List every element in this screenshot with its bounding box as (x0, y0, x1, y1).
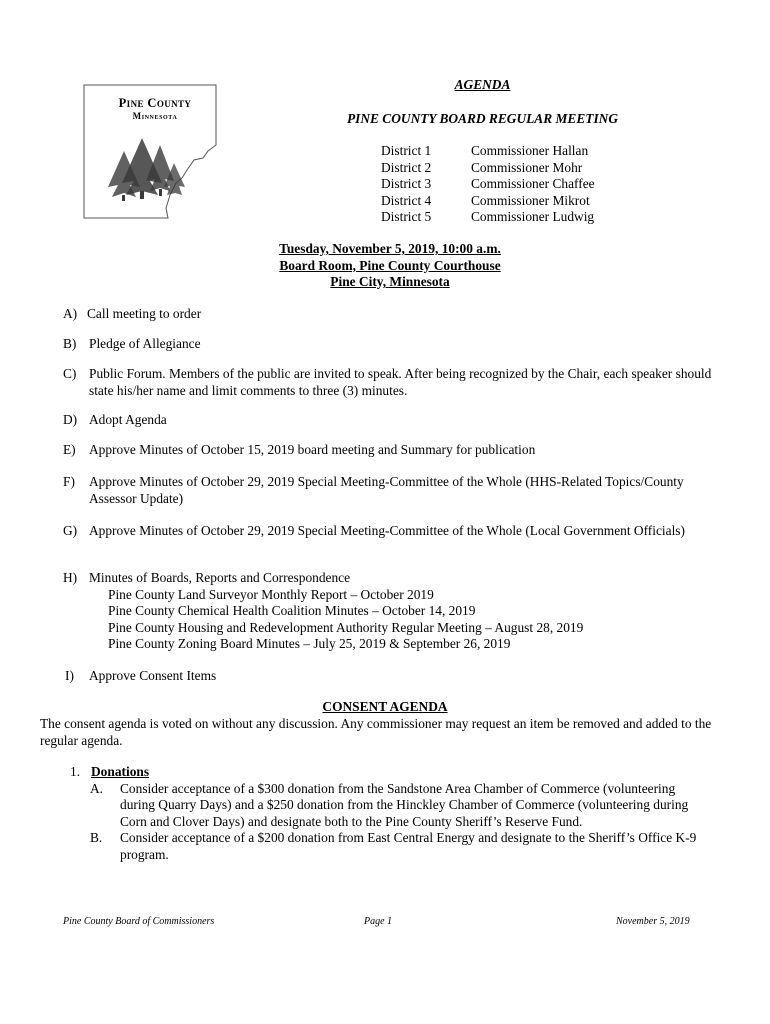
item-text: Pledge of Allegiance (89, 336, 201, 351)
agenda-item (63, 570, 723, 653)
consent-agenda-title: CONSENT AGENDA (322, 699, 448, 714)
item-letter: A) (63, 306, 78, 321)
meeting-datetime: Tuesday, November 5, 2019, 10:00 a.m. (279, 241, 501, 256)
item-letter: B) (63, 336, 77, 351)
district-row (381, 209, 595, 226)
agenda-item (63, 442, 723, 459)
item-letter: H) (63, 570, 78, 585)
item-letter: G) (63, 523, 78, 538)
item-text: Adopt Agenda (89, 412, 167, 427)
district-name: District 1 (381, 143, 432, 158)
agenda-item (63, 412, 723, 429)
item-text: Public Forum. Members of the public are invited to speak. After being recognized by the Chair, each speaker should state his/her name and limit comments to three (3) minutes. (89, 366, 712, 398)
district-row (381, 176, 595, 193)
donation-text: Consider acceptance of a $200 donation from East Central Energy and designate to the Sheriff’s Office K-9 program. (120, 830, 697, 862)
item-text: Minutes of Boards, Reports and Correspondence (89, 570, 351, 585)
agenda-item (63, 474, 723, 507)
district-name: District 3 (381, 176, 432, 191)
agenda-item (63, 668, 723, 685)
footer-date: November 5, 2019 (616, 916, 690, 927)
agenda-item (63, 306, 723, 323)
district-name: District 4 (381, 192, 432, 208)
agenda-title: AGENDA (454, 77, 511, 92)
item-letter: E) (63, 442, 76, 457)
commissioner-name: Commissioner Ludwig (471, 209, 595, 224)
pine-trees-icon (108, 138, 185, 201)
logo-subtitle: Minnesota (132, 111, 178, 121)
district-row (381, 143, 595, 160)
donation-letter: A. (90, 780, 104, 796)
item-text: Approve Minutes of October 29, 2019 Special Meeting-Committee of the Whole (Local Government Officials) (89, 523, 685, 538)
footer-organization: Pine County Board of Commissioners (63, 916, 215, 927)
district-row (381, 160, 595, 177)
commissioner-name: Commissioner Mikrot (471, 192, 590, 208)
commissioner-name: Commissioner Mohr (471, 159, 583, 175)
district-name: District 2 (381, 159, 432, 175)
district-name: District 5 (381, 209, 432, 224)
item-text: Approve Minutes of October 29, 2019 Special Meeting-Committee of the Whole (HHS-Related Topics/County Assessor Update) (89, 474, 684, 506)
commissioner-name: Commissioner Chaffee (471, 176, 595, 191)
commissioner-name: Commissioner Hallan (471, 143, 589, 158)
logo-title: Pine County (118, 96, 192, 110)
item-text: Approve Minutes of October 15, 2019 board meeting and Summary for publication (89, 442, 536, 457)
agenda-item (63, 366, 723, 399)
item-letter: I) (65, 668, 74, 683)
item-letter: F) (63, 474, 75, 489)
meeting-title: PINE COUNTY BOARD REGULAR MEETING (346, 111, 619, 126)
report-line: Pine County Land Surveyor Monthly Report – October 2019 (108, 586, 434, 602)
donation-text: Consider acceptance of a $300 donation from the Sandstone Area Chamber of Commerce (volunteering during Quarry Days) and a $250 donation from the Hinckley Chamber of Commerce (volunteering during Corn and Clover Days) and designate both to the Pine County Sheriff’s Reserve Fund. (120, 780, 689, 829)
agenda-item (63, 523, 723, 540)
report-line: Pine County Chemical Health Coalition Minutes – October 14, 2019 (108, 603, 476, 618)
report-line: Pine County Housing and Redevelopment Authority Regular Meeting – August 28, 2019 (108, 619, 584, 635)
section-number: 1. (70, 764, 81, 779)
meeting-details (200, 241, 580, 291)
report-line: Pine County Zoning Board Minutes – July 25, 2019 & September 26, 2019 (108, 636, 511, 651)
item-text: Call meeting to order (87, 306, 202, 321)
donation-item (70, 830, 710, 863)
donations-section (70, 764, 710, 863)
district-row (381, 193, 595, 210)
meeting-city: Pine City, Minnesota (330, 274, 450, 289)
item-letter: D) (63, 412, 78, 427)
donation-item (70, 781, 710, 831)
meeting-room: Board Room, Pine County Courthouse (279, 257, 501, 273)
district-list (381, 143, 595, 226)
item-text: Approve Consent Items (89, 668, 217, 683)
item-letter: C) (63, 366, 77, 381)
footer-page-number: Page 1 (364, 916, 393, 927)
donations-heading: Donations (91, 764, 150, 779)
consent-agenda-description: The consent agenda is voted on without any discussion. Any commissioner may request an item be removed and added to the regular agenda. (40, 716, 712, 748)
donation-letter: B. (90, 830, 103, 845)
agenda-item (63, 336, 723, 353)
